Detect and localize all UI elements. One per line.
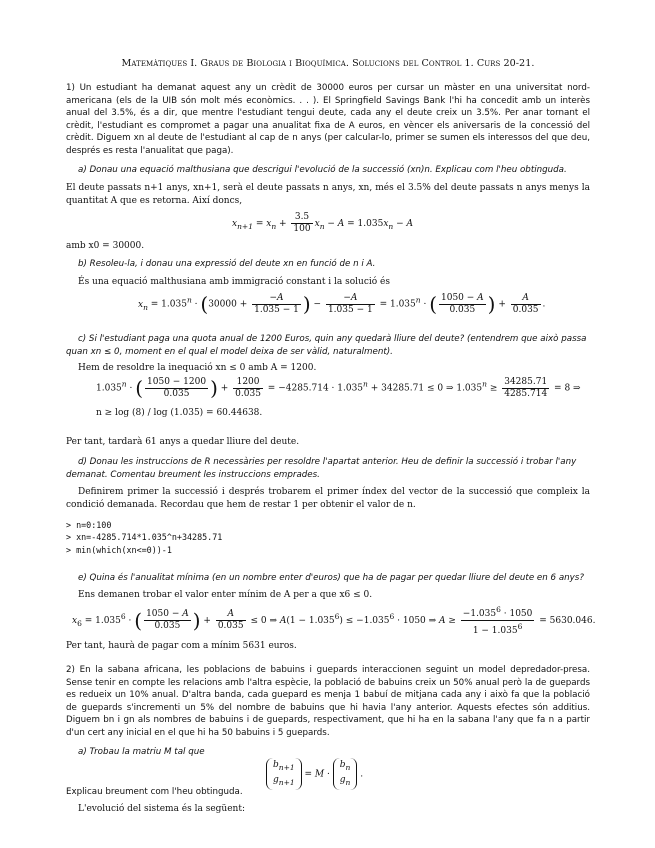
q1e-question: e) Quina és l'anualitat mínima (en un nombre enter d'euros) que ha de pagar per quedar lliure del deute en 6 anys? bbox=[78, 573, 584, 583]
page-header: Matemàtiques I. Graus de Biologia i Bioquímica. Solucions del Control 1. Curs 20-21. bbox=[121, 58, 535, 69]
vector-current: $b_n$ $g_n$ bbox=[333, 758, 358, 790]
q1b-question: b) Resoleu-la, i donau una expressió del deute xn en funció de n i A. bbox=[78, 259, 376, 269]
q2a-answer: L'evolució del sistema és la següent: bbox=[78, 804, 245, 814]
q1c-conclusion: Per tant, tardarà 61 anys a quedar lliure del deute. bbox=[66, 437, 300, 447]
q1c-log-text: n ≥ log (8) / log (1.035) = 60.44638. bbox=[96, 408, 263, 418]
q1c-log bbox=[96, 408, 262, 418]
q1a-equation: $x_{n+1} = x_n$ + $\frac{3.5}{100}$ $x_n - A = 1.035x_n - A$ bbox=[232, 212, 414, 234]
q1e-conclusion: Per tant, haurà de pagar com a mínim 5631 euros. bbox=[66, 641, 297, 651]
q1a-answer: El deute passats n+1 anys, xn+1, serà el deute passats n anys, xn, més el 3.5% del deute passats n anys menys la quantitat A que es retorna. Així doncs, bbox=[66, 183, 590, 206]
q2-intro: 2) En la sabana africana, les poblacions de babuins i guepards interaccionen seguint un model depredador-presa. Sense tenir en compte les relacions amb l'altra espècie, la població de babuins creix un 50% anual però la de guepards es redueix un 10% anual. D'altra banda, cada guepard es menja 1 babuí de mitjana cada any i això fa que la població de guepards s'incrementi un 5% del nombre de babuins que hi havia l'any anterior. Aquests efectes són additius. Diguem bn i gn als nombres de babuins i de guepards, respectivament, que hi ha en la sabana l'any que fa n a partir d'un cert any inicial en el que hi ha 50 babuins i 5 guepards. bbox=[66, 665, 590, 738]
q1-intro: 1) Un estudiant ha demanat aquest any un crèdit de 30000 euros per cursar un màster en una universitat nord-americana (els de la UIB són molt més econòmics. . . ). El Springfield Savings Bank l'hi ha concedit amb un interès anual del 3.5%, és a dir, que mentre l'estudiant tengui deute, cada any el deute creix un 3.5%. Per anar tornant el crèdit, l'estudiant es compromet a pagar una anualitat fixa de A euros, en vèncer els aniversaris de la concessió del crèdit. Diguem xn al deute de l'estudiant al cap de n anys (per calcular-lo, primer se sumen els interessos del que deu, després es resta l'anualitat que paga). bbox=[66, 83, 590, 156]
q1e-inequality: $x_6 = 1.035^6$ · ( $\frac{1050 - A}{0.035}$ ) + $\frac{A}{0.035}$ ≤ 0 ⇒ $A(1 - 1.035^6) \le -1.035^6 \cdot 1050$ ⇒ A ≥ $\frac{-1.035^6 \cdot 1050}{1 - 1.035^6}$ = 5630.046. bbox=[72, 605, 596, 636]
q1d-answer: Definirem primer la successió i després trobarem el primer índex del vector de la successió que compleix la condició demanada. Recordau que hem de restar 1 per obtenir el valor de n. bbox=[66, 487, 590, 510]
code-line: > n=0:100 bbox=[66, 520, 112, 530]
code-line: > xn=-4285.714*1.035^n+34285.71 bbox=[66, 532, 223, 543]
q1a-question: a) Donau una equació malthusiana que descrigui l'evolució de la successió (xn)n. Explicau com l'heu obtinguda. bbox=[78, 165, 567, 175]
q2a-matrix-equation: $b_{n+1}$ $g_{n+1} = M \cdot b_n$ $g_n$ . bbox=[266, 758, 363, 790]
q1e-answer: Ens demanen trobar el valor enter mínim de A per a que x6 ≤ 0. bbox=[78, 590, 373, 600]
q1d-question: d) Donau les instruccions de R necessàries per resoldre l'apartat anterior. Heu de definir la successió i trobar l'any demanat. Comentau breument les instruccions emprades. bbox=[66, 457, 577, 480]
q1c-answer: Hem de resoldre la inequació xn ≤ 0 amb A = 1200. bbox=[78, 363, 317, 373]
code-line: > min(which(xn<=0))-1 bbox=[66, 544, 172, 555]
q1c-inequality: $1.035^n$ · ( $\frac{1050 - 1200}{0.035}$ ) + $\frac{1200}{0.035}$ = $-4285.714 \cdot 1.035^n + 34285.71 \le 0$ ⇒ $1.035^n$ ≥ $\frac{34285.71}{4285.714}$ = 8 ⇒ bbox=[96, 376, 581, 400]
vector-next: $b_{n+1}$ $g_{n+1}$ bbox=[266, 758, 302, 790]
q1b-solution: $x_n = 1.035^n \cdot (30000$ + $\frac{-A}{1.035 - 1}$ ) − $\frac{-A}{1.035 - 1}$ = $1.035^n$ · ( $\frac{1050 - A}{0.035}$ ) + $\frac{A}{0.035}$ . bbox=[138, 292, 546, 316]
q2a-question: a) Trobau la matriu M tal que bbox=[78, 747, 205, 757]
q2a-explain: Explicau breument com l'heu obtinguda. bbox=[66, 787, 243, 797]
r-code-block bbox=[66, 519, 222, 556]
q1a-initial: amb x0 = 30000. bbox=[66, 241, 145, 251]
q1c-question: c) Si l'estudiant paga una quota anual de 1200 Euros, quin any quedarà lliure del deute? (entendrem que això passa quan xn ≤ 0, moment en el qual el model deixa de ser vàlid, naturalment). bbox=[66, 334, 587, 357]
q1b-answer: És una equació malthusiana amb immigració constant i la solució és bbox=[78, 277, 390, 287]
